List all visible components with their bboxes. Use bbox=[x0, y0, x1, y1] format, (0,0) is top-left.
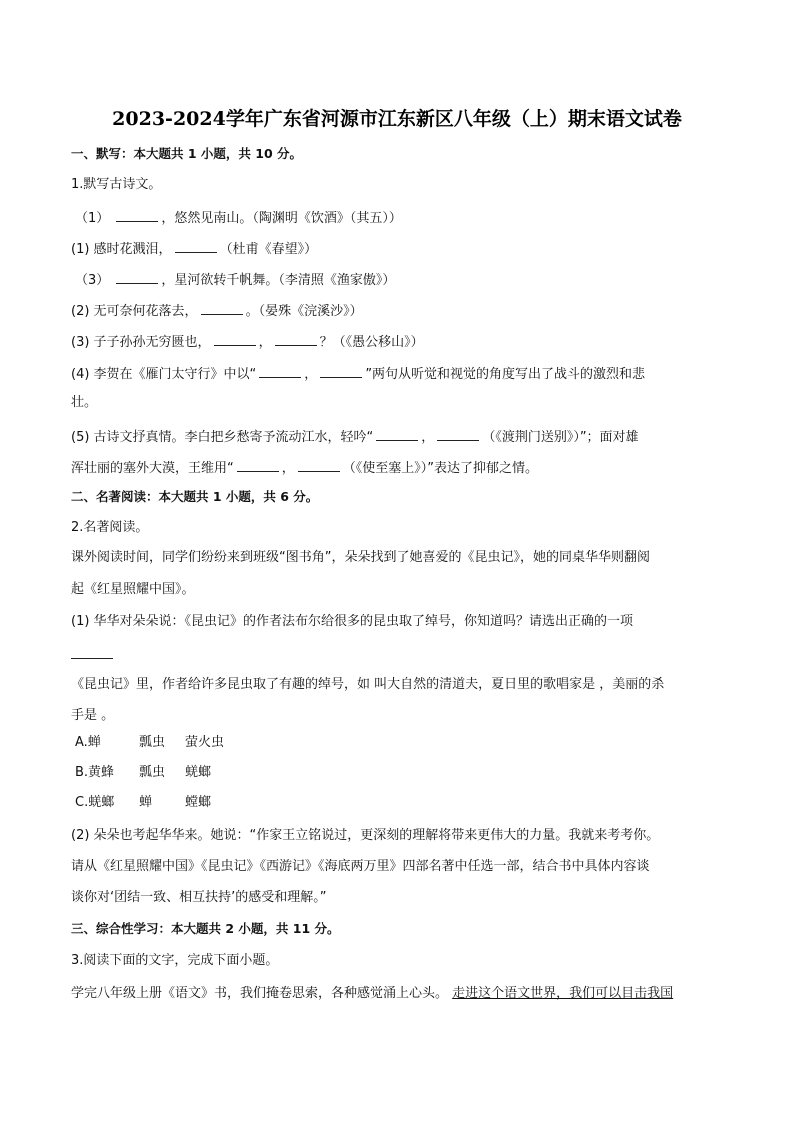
option-c[interactable] bbox=[75, 795, 211, 811]
option-text: 瓢虫 bbox=[139, 735, 166, 750]
item-text: (1) 感时花溅泪， bbox=[71, 242, 172, 257]
answer-blank[interactable] bbox=[116, 270, 158, 284]
item-text: 。（晏殊《浣溪沙》） bbox=[245, 304, 363, 319]
answer-blank[interactable] bbox=[376, 427, 418, 441]
option-label: C.蜣螂 bbox=[75, 795, 115, 810]
answer-blank[interactable] bbox=[259, 364, 301, 378]
item-text: ， bbox=[304, 367, 318, 382]
question-1-item-b bbox=[71, 239, 317, 258]
item-text: ， bbox=[421, 430, 435, 445]
question-1-item-g-line1 bbox=[71, 427, 639, 446]
item-text: (3) 子子孙孙无穷匮也， bbox=[71, 335, 211, 350]
question-1-item-f-line2: 壮。 bbox=[71, 395, 98, 410]
item-text: ， bbox=[258, 335, 272, 350]
question-2-sub2-line2: 请从《红星照耀中国》《昆虫记》《西游记》《海底两万里》四部名著中任选一部，结合书中具体内容谈 bbox=[71, 859, 650, 874]
answer-blank[interactable] bbox=[175, 239, 217, 253]
option-a[interactable] bbox=[75, 735, 224, 751]
option-label: A.蝉 bbox=[75, 735, 101, 750]
question-1-item-g-line2 bbox=[71, 458, 538, 477]
question-1-item-a bbox=[75, 208, 402, 227]
section-2-heading: 二、名著阅读：本大题共 1 小题，共 6 分。 bbox=[71, 489, 319, 504]
item-text: 浑壮丽的塞外大漠，王维用“ bbox=[71, 461, 234, 476]
question-2-sub1-blank bbox=[71, 645, 113, 664]
section-3-heading: 三、综合性学习：本大题共 2 小题，共 11 分。 bbox=[71, 921, 340, 936]
question-2-sub2-line3: 谈你对‘团结一致、相互扶持’的感受和理解。” bbox=[71, 890, 327, 905]
option-text: 瓢虫 bbox=[139, 765, 166, 780]
question-2-context-line1: 《昆虫记》里，作者给许多昆虫取了有趣的绰号，如 叫大自然的清道夫，夏日里的歌唱家是 ，美丽的杀 bbox=[71, 677, 665, 692]
answer-blank[interactable] bbox=[71, 645, 113, 659]
item-text: （《渡荆门送别》）”；面对雄 bbox=[482, 430, 639, 445]
item-label: （3） bbox=[75, 273, 110, 288]
exam-title: 2023-2024学年广东省河源市江东新区八年级（上）期末语文试卷 bbox=[112, 108, 682, 130]
question-2-passage-line1: 课外阅读时间，同学们纷纷来到班级“图书角”，朵朵找到了她喜爱的《昆虫记》，她的同桌华华则翻阅 bbox=[71, 550, 650, 565]
option-text: 萤火虫 bbox=[185, 735, 225, 750]
question-2-sub2-line1: (2) 朵朵也考起华华来。她说：“作家王立铭说过，更深刻的理解将带来更伟大的力量。我就来考考你。 bbox=[71, 828, 660, 843]
option-text: 蝉 bbox=[139, 795, 153, 810]
question-1-item-c bbox=[75, 270, 395, 289]
option-text: 蜣螂 bbox=[185, 765, 212, 780]
item-text: ，悠然见南山。（陶渊明《饮酒》（其五）） bbox=[161, 211, 402, 226]
answer-blank[interactable] bbox=[116, 208, 158, 222]
question-3-passage-line1 bbox=[71, 986, 673, 1002]
item-text: （杜甫《春望》） bbox=[219, 242, 318, 257]
option-text: 螳螂 bbox=[185, 795, 212, 810]
item-text: (4) 李贺在《雁门太守行》中以“ bbox=[71, 367, 257, 382]
option-b[interactable] bbox=[75, 765, 211, 781]
answer-blank[interactable] bbox=[201, 301, 243, 315]
item-text: ， bbox=[281, 461, 295, 476]
item-text: （《使至塞上》）”表达了抑郁之情。 bbox=[342, 461, 539, 476]
answer-blank[interactable] bbox=[320, 364, 362, 378]
answer-blank[interactable] bbox=[237, 458, 279, 472]
item-text: (5) 古诗文抒真情。李白把乡愁寄予流动江水，轻吟“ bbox=[71, 430, 374, 445]
item-text: ，星河欲转千帆舞。（李清照《渔家傲》） bbox=[161, 273, 396, 288]
answer-blank[interactable] bbox=[275, 332, 317, 346]
question-2-context-line2: 手是 。 bbox=[71, 708, 115, 723]
item-text: ”两句从听觉和视觉的角度写出了战斗的激烈和悲 bbox=[365, 367, 646, 382]
item-text: (2) 无可奈何花落去， bbox=[71, 304, 198, 319]
question-2-sub1: (1) 华华对朵朵说：《昆虫记》的作者法布尔给很多的昆虫取了绰号，你知道吗？请选出正确的一项 bbox=[71, 614, 634, 629]
answer-blank[interactable] bbox=[298, 458, 340, 472]
question-3-stem: 3.阅读下面的文字，完成下面小题。 bbox=[71, 953, 279, 968]
question-1-item-e bbox=[71, 332, 424, 351]
question-1-stem: 1.默写古诗文。 bbox=[71, 177, 162, 192]
answer-blank[interactable] bbox=[214, 332, 256, 346]
question-1-item-d bbox=[71, 301, 363, 320]
question-2-passage-line2: 起《红星照耀中国》。 bbox=[71, 582, 195, 597]
answer-blank[interactable] bbox=[437, 427, 479, 441]
passage-text: 学完八年级上册《语文》书，我们掩卷思索，各种感觉涌上心头。 bbox=[71, 986, 449, 1001]
item-label: （1） bbox=[75, 211, 110, 226]
underlined-passage-text: 走进这个语文世界，我们可以目击我国 bbox=[452, 986, 674, 1001]
section-1-heading: 一、默写：本大题共 1 小题，共 10 分。 bbox=[71, 146, 303, 161]
item-text: ？（《愚公移山》） bbox=[319, 335, 424, 350]
option-label: B.黄蜂 bbox=[75, 765, 115, 780]
question-2-stem: 2.名著阅读。 bbox=[71, 520, 149, 535]
question-1-item-f-line1 bbox=[71, 364, 645, 383]
